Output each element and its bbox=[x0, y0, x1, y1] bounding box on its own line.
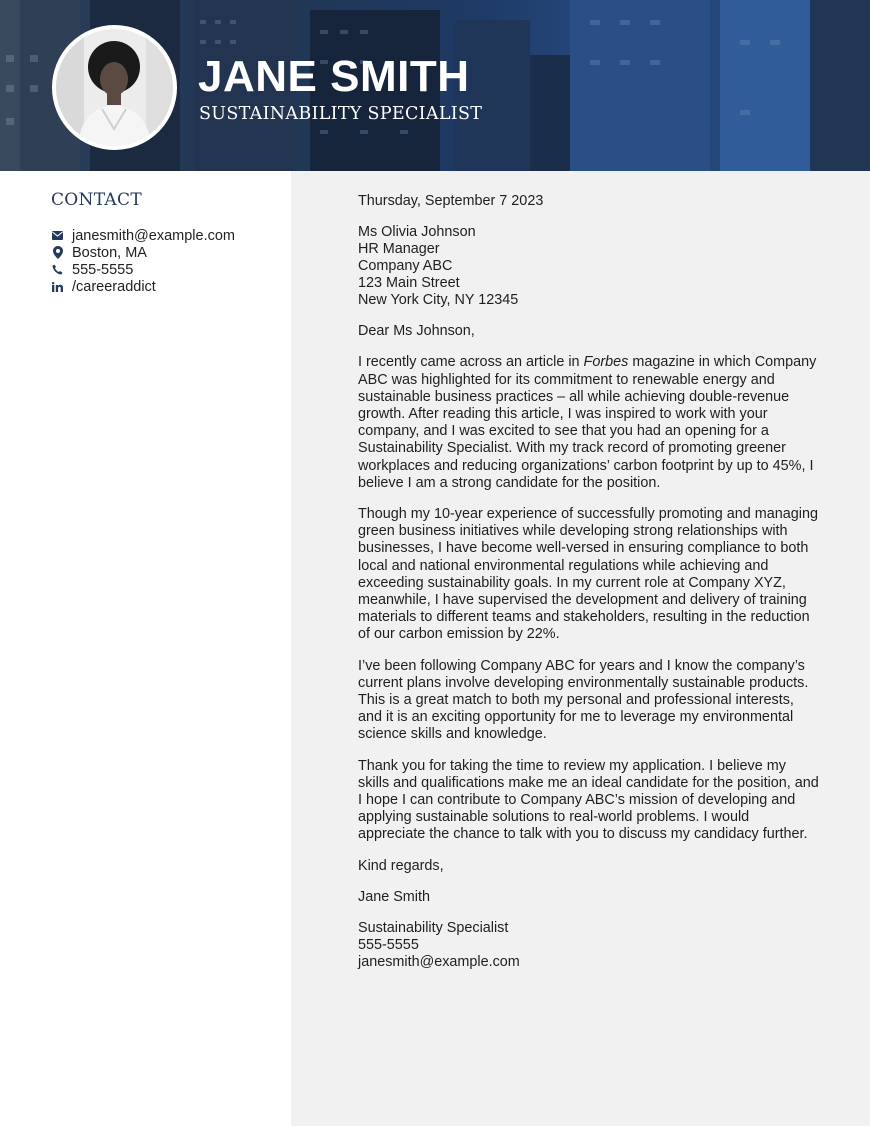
recipient-name: Ms Olivia Johnson bbox=[358, 224, 476, 241]
recipient-company: Company ABC bbox=[358, 258, 453, 275]
signature-phone[interactable]: 555-5555 bbox=[358, 937, 419, 954]
signature-email[interactable]: janesmith@example.com bbox=[358, 954, 520, 971]
salutation: Dear Ms Johnson, bbox=[358, 323, 475, 340]
recipient-address bbox=[358, 224, 820, 309]
profile-photo bbox=[52, 25, 177, 150]
candidate-job-title: SUSTAINABILITY SPECIALIST bbox=[199, 104, 483, 124]
paragraph-1-publication: Forbes bbox=[583, 354, 629, 371]
contact-list bbox=[51, 227, 235, 295]
contact-item-location bbox=[51, 244, 235, 261]
paragraph-3: I’ve been following Company ABC for years and I know the company’s current plans involve developing environmentally sustainable products. This is a great match to both my personal and professional interests, and it is an exciting opportunity for me to leverage my environmental science skills and knowledge. bbox=[358, 657, 809, 743]
paragraph-2: Though my 10-year experience of successfully promoting and managing green business initiatives while developing strong relationships with businesses, I have become well-versed in ensuring compliance to both local and national environmental regulations while achieving and exceeding sustainability goals. In my current role at Company XYZ, meanwhile, I have supervised the development and delivery of training materials to different teams and stakeholders, resulting in the reduction of our carbon emission by 22%. bbox=[358, 506, 818, 643]
sidebar bbox=[0, 171, 291, 1126]
contact-linkedin-text[interactable]: /careeraddict bbox=[72, 278, 156, 295]
paragraph-1-rest: magazine in which Company ABC was highlighted for its commitment to renewable energy and sustainable business practices – all while achieving double-revenue growth. After reading this article, I was inspired to work with your company, and I was excited to see that you had an opening for a Sustainability Specialist. With my track record of promoting greener workplaces and reducing organizations’ carbon footprint by up to 45%, I believe I am a strong candidate for the position. bbox=[358, 354, 817, 491]
recipient-street: 123 Main Street bbox=[358, 275, 460, 292]
contact-email-text[interactable]: janesmith@example.com bbox=[72, 227, 236, 244]
phone-icon bbox=[51, 263, 64, 276]
contact-heading: CONTACT bbox=[51, 190, 142, 210]
paragraph-4: Thank you for taking the time to review my application. I believe my skills and qualifications make me an ideal candidate for the position, and I hope I can contribute to Company ABC’s mission of developing and applying sustainable solutions to real-world problems. I would appreciate the chance to talk with you to discuss my candidacy further. bbox=[358, 757, 819, 843]
recipient-city: New York City, NY 12345 bbox=[358, 292, 519, 309]
signature-block bbox=[358, 920, 820, 971]
contact-phone-text[interactable]: 555-5555 bbox=[72, 261, 134, 278]
paragraph-1 bbox=[358, 354, 820, 492]
signature-title: Sustainability Specialist bbox=[358, 920, 509, 937]
contact-item-linkedin bbox=[51, 278, 235, 295]
paragraph-1-start: I recently came across an article in bbox=[358, 354, 584, 371]
map-pin-icon bbox=[51, 246, 64, 259]
closing: Kind regards, bbox=[358, 857, 444, 874]
letter-date: Thursday, September 7 2023 bbox=[358, 193, 544, 209]
cover-letter-body bbox=[358, 193, 820, 971]
contact-item-email bbox=[51, 227, 235, 244]
header-banner bbox=[0, 0, 870, 171]
envelope-icon bbox=[51, 229, 64, 242]
contact-location-text: Boston, MA bbox=[72, 244, 147, 261]
contact-item-phone bbox=[51, 261, 235, 278]
signer-name: Jane Smith bbox=[358, 888, 430, 905]
candidate-name: JANE SMITH bbox=[198, 52, 470, 101]
recipient-title: HR Manager bbox=[358, 241, 440, 258]
linkedin-icon bbox=[51, 280, 64, 293]
